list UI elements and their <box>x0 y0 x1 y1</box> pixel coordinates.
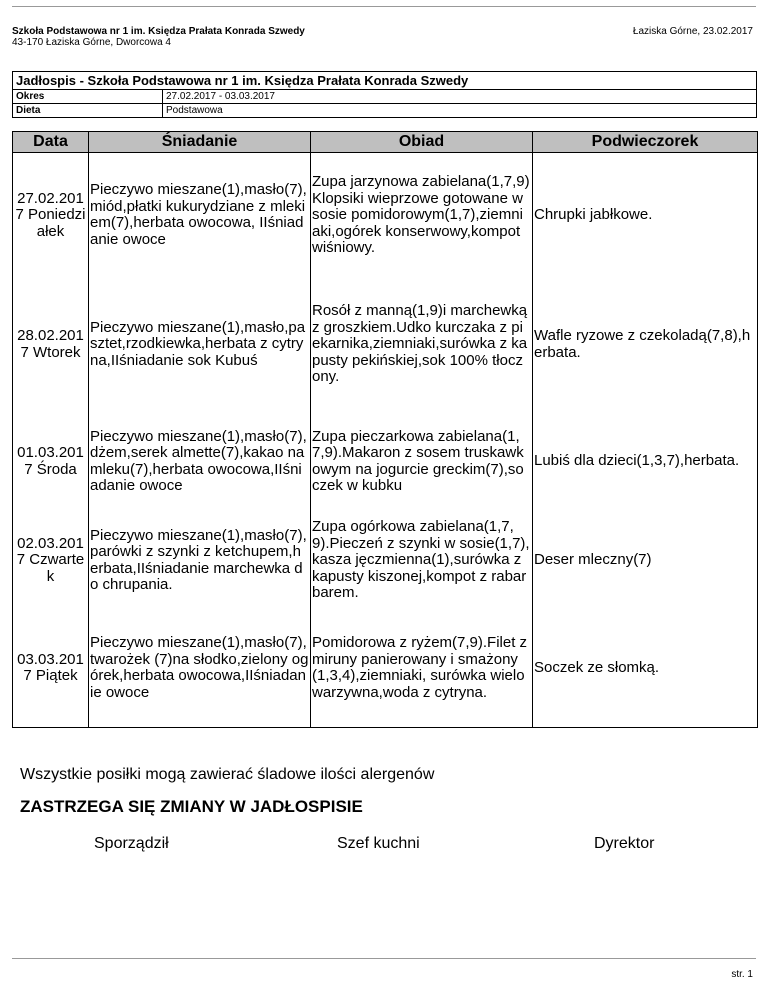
column-header-snack: Podwieczorek <box>533 132 758 153</box>
column-header-breakfast: Śniadanie <box>89 132 311 153</box>
place-date: Łaziska Górne, 23.02.2017 <box>632 26 753 37</box>
diet-label: Dieta <box>13 104 163 118</box>
top-divider <box>12 6 756 7</box>
table-row <box>13 512 758 610</box>
changes-warning: ZASTRZEGA SIĘ ZMIANY W JADŁOSPISIE <box>20 797 363 816</box>
day-date: 27.02.2017 Poniedziałek <box>13 153 89 278</box>
breakfast-cell: Pieczywo mieszane(1),masło(7),parówki z szynki z ketchupem,herbata,IIśniadanie marchewka do chrupania. <box>89 512 311 610</box>
day-date: 01.03.2017 Środa <box>13 412 89 512</box>
lunch-cell: Zupa jarzynowa zabielana(1,7,9)Klopsiki wieprzowe gotowane w sosie pomidorowym(1,7),ziemniaki,ogórek konserwowy,kompot wiśniowy. <box>311 153 533 278</box>
signature-prepared: Sporządził <box>94 835 169 852</box>
school-address: 43-170 Łaziska Górne, Dworcowa 4 <box>12 37 171 48</box>
diet-value: Podstawowa <box>163 104 757 118</box>
page-number: str. 1 <box>731 969 753 980</box>
menu-title: Jadłospis - Szkoła Podstawowa nr 1 im. Księdza Prałata Konrada Szwedy <box>13 72 757 90</box>
school-name: Szkoła Podstawowa nr 1 im. Księdza Prałata Konrada Szwedy <box>12 26 305 37</box>
signature-chef: Szef kuchni <box>337 835 420 852</box>
period-value: 27.02.2017 - 03.03.2017 <box>163 90 757 104</box>
snack-cell: Soczek ze słomką. <box>533 610 758 728</box>
day-date: 03.03.2017 Piątek <box>13 610 89 728</box>
breakfast-cell: Pieczywo mieszane(1),masło,pasztet,rzodkiewka,herbata z cytryna,IIśniadanie sok Kubuś <box>89 278 311 412</box>
period-label: Okres <box>13 90 163 104</box>
table-row <box>13 412 758 512</box>
day-date: 28.02.2017 Wtorek <box>13 278 89 412</box>
column-header-lunch: Obiad <box>311 132 533 153</box>
bottom-divider <box>12 958 756 959</box>
table-row <box>13 153 758 278</box>
info-table <box>12 71 757 118</box>
lunch-cell: Pomidorowa z ryżem(7,9).Filet z miruny panierowany i smażony(1,3,4),ziemniaki, surówka wielowarzywna,woda z cytryna. <box>311 610 533 728</box>
breakfast-cell: Pieczywo mieszane(1),masło(7),twarożek (7)na słodko,zielony ogórek,herbata owocowa,IIśniadanie owoce <box>89 610 311 728</box>
lunch-cell: Zupa pieczarkowa zabielana(1,7,9).Makaron z sosem truskawkowym na jogurcie greckim(7),soczek w kubku <box>311 412 533 512</box>
lunch-cell: Zupa ogórkowa zabielana(1,7,9).Pieczeń z szynki w sosie(1,7),kasza jęczmienna(1),surówka z kapusty kiszonej,kompot z rabarbarem. <box>311 512 533 610</box>
school-header <box>12 26 305 48</box>
snack-cell: Chrupki jabłkowe. <box>533 153 758 278</box>
allergen-note: Wszystkie posiłki mogą zawierać śladowe ilości alergenów <box>20 766 435 783</box>
breakfast-cell: Pieczywo mieszane(1),masło(7),miód,płatki kukurydziane z mlekiem(7),herbata owocowa, IIśniadanie owoce <box>89 153 311 278</box>
breakfast-cell: Pieczywo mieszane(1),masło(7),dżem,serek almette(7),kakao na mleku(7),herbata owocowa,IIśniadanie owoce <box>89 412 311 512</box>
snack-cell: Deser mleczny(7) <box>533 512 758 610</box>
menu-table <box>12 131 758 728</box>
signature-director: Dyrektor <box>594 835 655 852</box>
table-row <box>13 610 758 728</box>
table-row <box>13 278 758 412</box>
snack-cell: Wafle ryzowe z czekoladą(7,8),herbata. <box>533 278 758 412</box>
lunch-cell: Rosół z manną(1,9)i marchewką z groszkiem.Udko kurczaka z piekarnika,ziemniaki,surówka z kapusty pekińskiej,sok 100% tłoczony. <box>311 278 533 412</box>
column-header-date: Data <box>13 132 89 153</box>
day-date: 02.03.2017 Czwartek <box>13 512 89 610</box>
snack-cell: Lubiś dla dzieci(1,3,7),herbata. <box>533 412 758 512</box>
